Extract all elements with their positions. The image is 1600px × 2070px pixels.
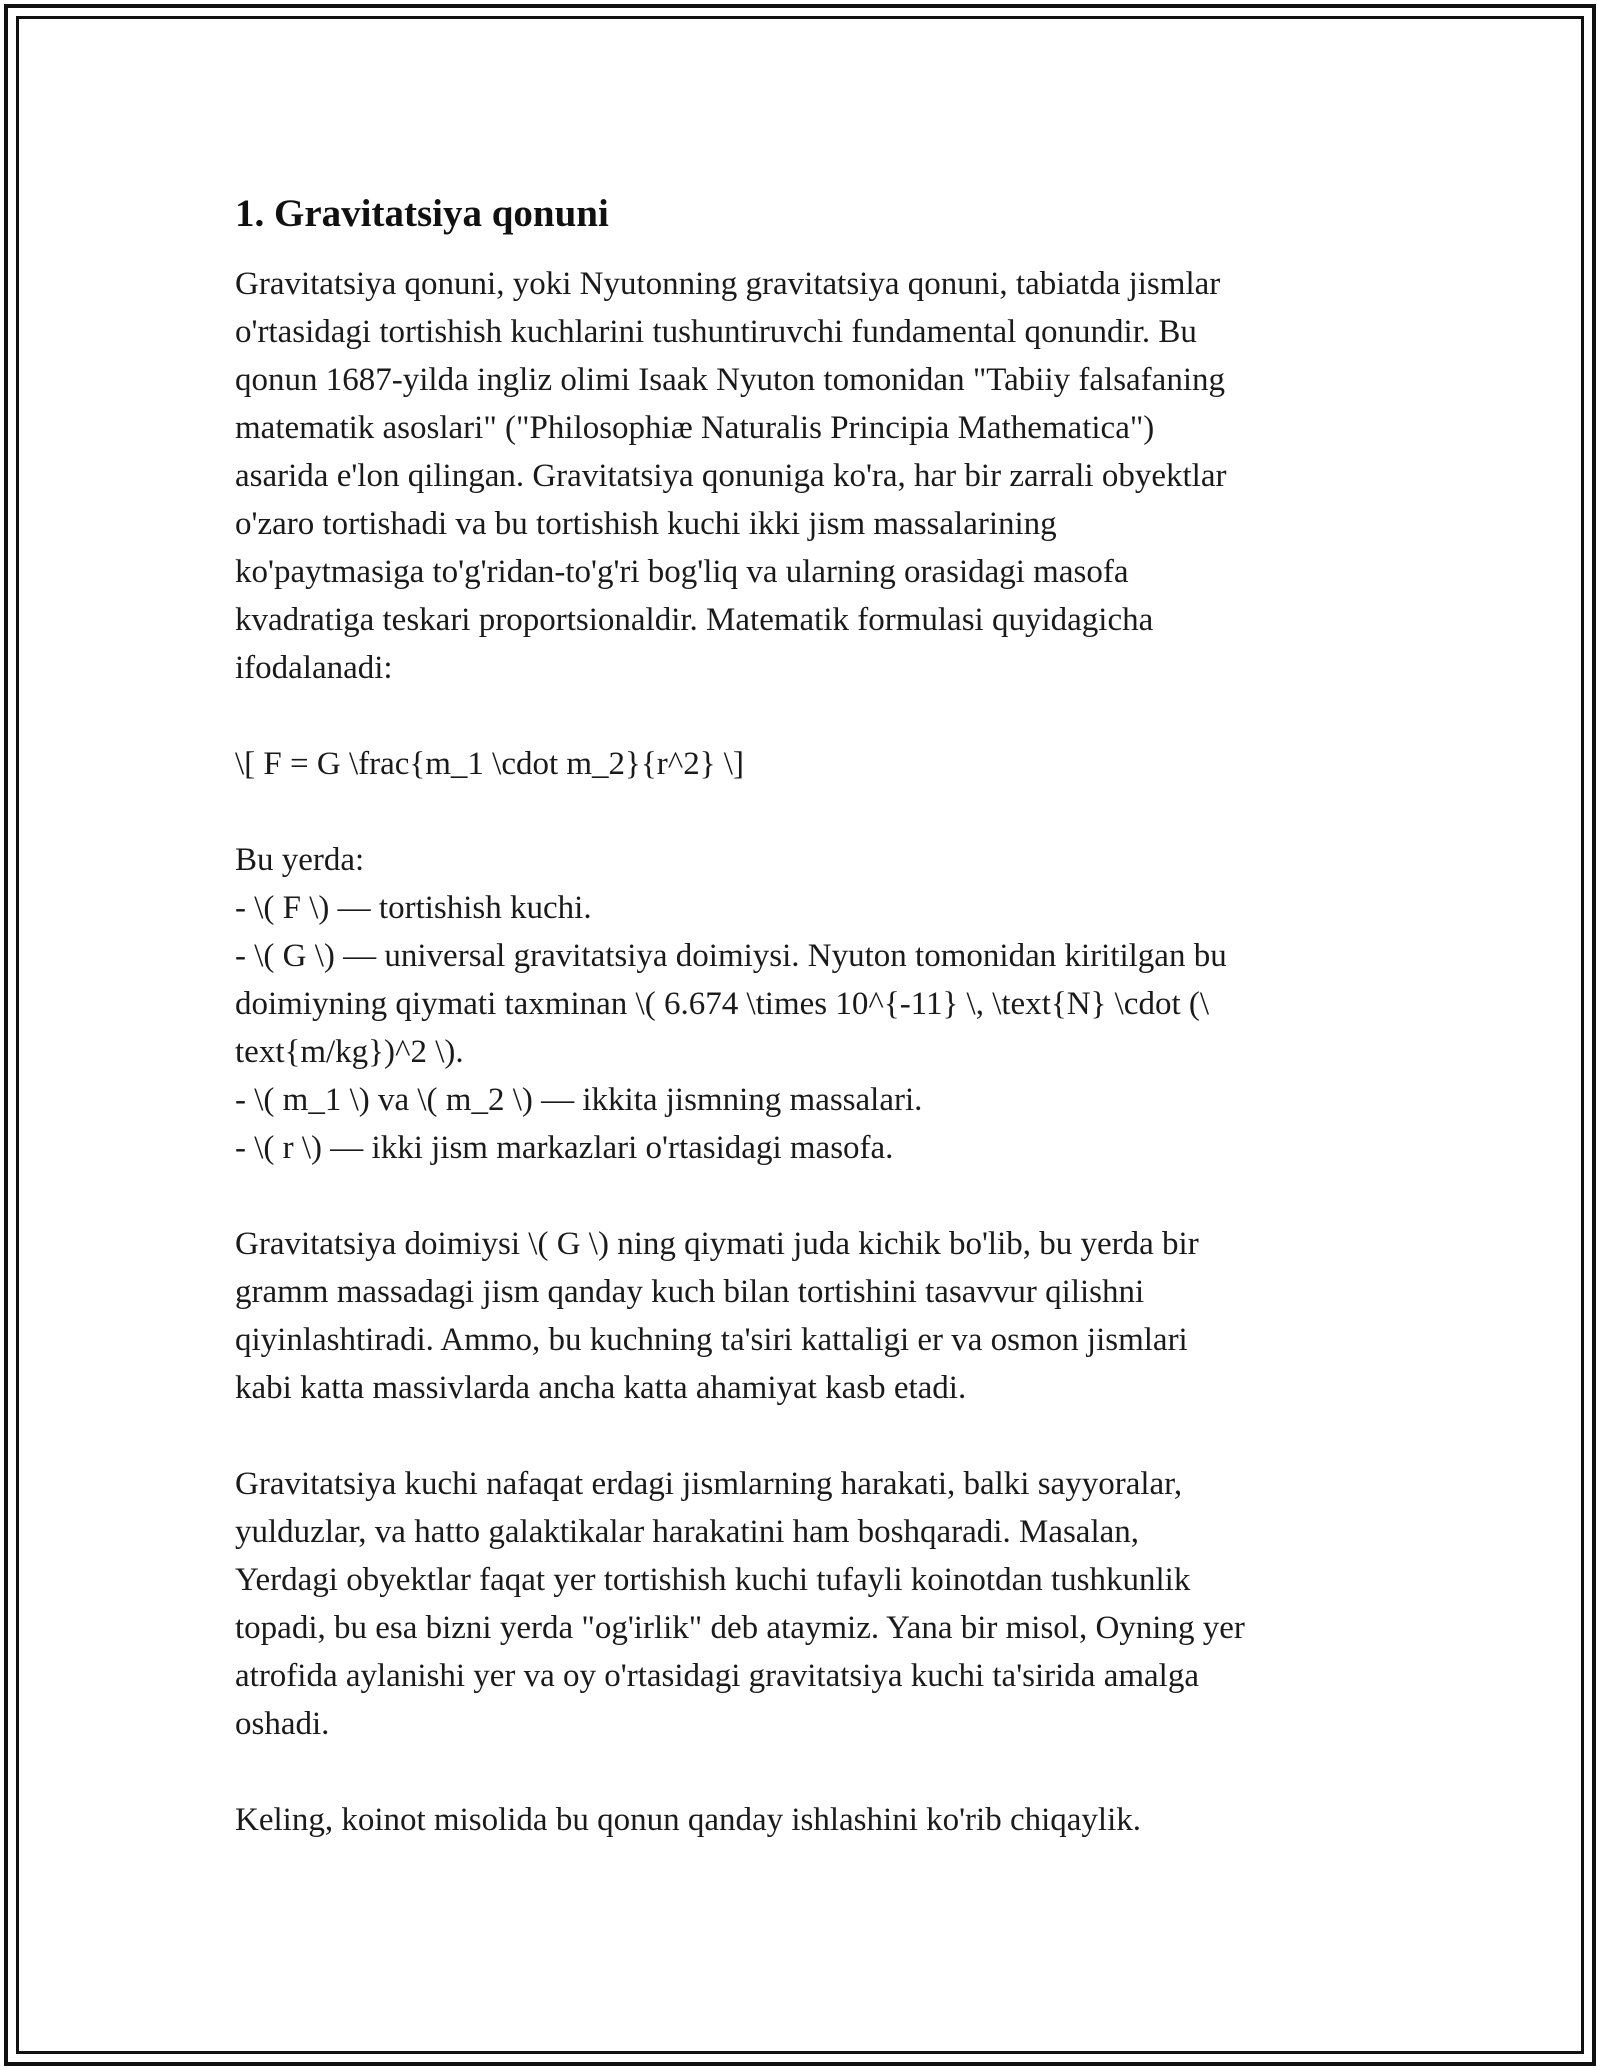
closing-paragraph xyxy=(235,1796,1370,1844)
text-line: kabi katta massivlarda ancha katta ahamiyat kasb etadi. xyxy=(235,1370,967,1406)
text-line: atrofida aylanishi yer va oy o'rtasidagi gravitatsiya kuchi ta'sirida amalga xyxy=(235,1658,1199,1694)
gravity-force-paragraph xyxy=(235,1460,1370,1748)
text-line: Keling, koinot misolida bu qonun qanday ishlashini ko'rib chiqaylik. xyxy=(235,1802,1142,1838)
intro-paragraph xyxy=(235,260,1370,692)
text-line: Bu yerda: xyxy=(235,842,365,878)
formula-text: \[ F = G \frac{m_1 \cdot m_2}{r^2} \] xyxy=(235,746,744,782)
document-body xyxy=(235,190,1370,1892)
text-line: doimiyning qiymati taxminan \( 6.674 \times 10^{-11} \, \text{N} \cdot (\ xyxy=(235,986,1210,1022)
text-line: qonun 1687-yilda ingliz olimi Isaak Nyuton tomonidan "Tabiiy falsafaning xyxy=(235,362,1225,398)
section-heading: 1. Gravitatsiya qonuni xyxy=(235,192,609,235)
text-line: o'rtasidagi tortishish kuchlarini tushuntiruvchi fundamental qonundir. Bu xyxy=(235,314,1197,350)
text-line: Gravitatsiya doimiysi \( G \) ning qiymati juda kichik bo'lib, bu yerda bir xyxy=(235,1226,1199,1262)
text-line: oshadi. xyxy=(235,1706,330,1742)
text-line: gramm massadagi jism qanday kuch bilan tortishini tasavvur qilishni xyxy=(235,1274,1145,1310)
text-line: - \( m_1 \) va \( m_2 \) — ikkita jismning massalari. xyxy=(235,1082,923,1118)
text-line: Gravitatsiya qonuni, yoki Nyutonning gravitatsiya qonuni, tabiatda jismlar xyxy=(235,266,1221,302)
text-line: ko'paytmasiga to'g'ridan-to'g'ri bog'liq va ularning orasidagi masofa xyxy=(235,554,1129,590)
text-line: - \( r \) — ikki jism markazlari o'rtasidagi masofa. xyxy=(235,1130,894,1166)
text-line: qiyinlashtiradi. Ammo, bu kuchning ta'siri kattaligi er va osmon jismlari xyxy=(235,1322,1188,1358)
text-line: asarida e'lon qilingan. Gravitatsiya qonuniga ko'ra, har bir zarrali obyektlar xyxy=(235,458,1227,494)
text-line: o'zaro tortishadi va bu tortishish kuchi ikki jism massalarining xyxy=(235,506,1057,542)
text-line: - \( G \) — universal gravitatsiya doimiysi. Nyuton tomonidan kiritilgan bu xyxy=(235,938,1227,974)
text-line: yulduzlar, va hatto galaktikalar harakatini ham boshqaradi. Masalan, xyxy=(235,1514,1140,1550)
text-line: - \( F \) — tortishish kuchi. xyxy=(235,890,592,926)
text-line: kvadratiga teskari proportsionaldir. Matematik formulasi quyidagicha xyxy=(235,602,1154,638)
text-line: matematik asoslari" ("Philosophiæ Naturalis Principia Mathematica") xyxy=(235,410,1155,446)
text-line: Yerdagi obyektlar faqat yer tortishish kuchi tufayli koinotdan tushkunlik xyxy=(235,1562,1191,1598)
text-line: Gravitatsiya kuchi nafaqat erdagi jismlarning harakati, balki sayyoralar, xyxy=(235,1466,1183,1502)
gravity-constant-paragraph xyxy=(235,1220,1370,1412)
text-line: text{m/kg})^2 \). xyxy=(235,1034,464,1070)
formula-paragraph xyxy=(235,740,1370,788)
text-line: ifodalanadi: xyxy=(235,650,393,686)
text-line: topadi, bu esa bizni yerda "og'irlik" deb ataymiz. Yana bir misol, Oyning yer xyxy=(235,1610,1245,1646)
definitions-paragraph xyxy=(235,836,1370,1172)
